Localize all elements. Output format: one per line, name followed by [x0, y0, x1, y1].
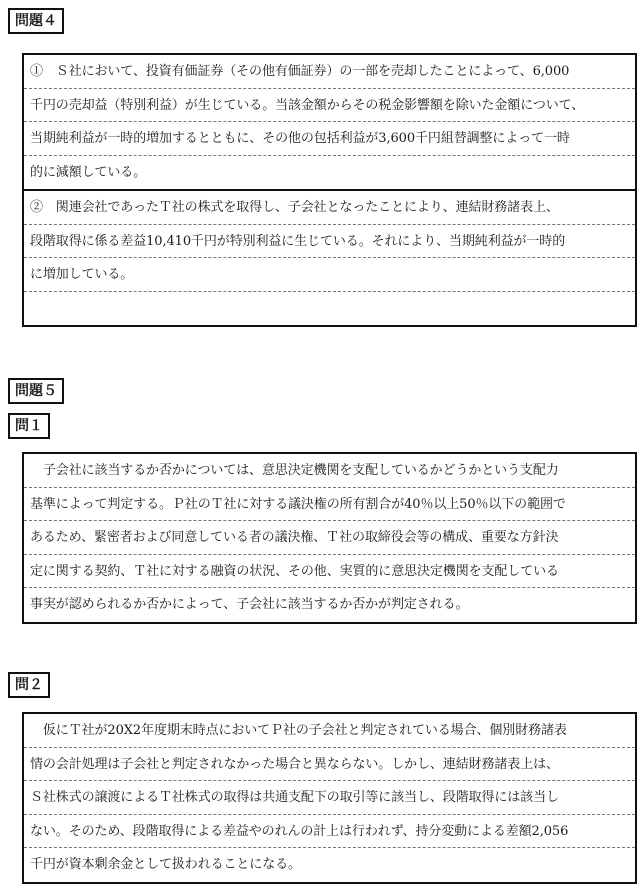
answer-line: 事実が認められるか否かによって、子会社に該当するか否かが判定される。	[30, 597, 469, 612]
answer-line: ない。そのため、段階取得による差益やのれんの計上は行われず、持分変動による差額2,056	[24, 815, 635, 849]
answer-line: あるため、緊密者および同意している者の議決権、Ｔ社の取締役会等の構成、重要な方針決	[24, 521, 635, 555]
answer-line: 千円が資本剰余金として扱われることになる。	[30, 857, 301, 872]
answer-line: 子会社に該当するか否かについては、意思決定機関を支配しているかどうかという支配力	[24, 454, 635, 488]
q2-answer-box	[22, 712, 637, 884]
problem4-title: 問題４	[8, 8, 64, 34]
problem4-item2	[24, 189, 635, 325]
answer-line	[24, 292, 635, 326]
q2-title: 問２	[8, 672, 50, 698]
answer-line: に増加している。	[24, 258, 635, 292]
problem5-title: 問題５	[8, 378, 64, 404]
q1-title: 問１	[8, 413, 50, 439]
answer-line: 千円の売却益（特別利益）が生じている。当該金額からその税金影響額を除いた金額について、	[24, 89, 635, 123]
answer-line: ② 関連会社であったＴ社の株式を取得し、子会社となったことにより、連結財務諸表上、	[24, 191, 635, 225]
q1-lines	[24, 454, 635, 622]
answer-line: 仮にＴ社が20X2年度期末時点においてＰ社の子会社と判定されている場合、個別財務諸表	[24, 714, 635, 748]
q1-answer-box	[22, 452, 637, 624]
answer-line: 定に関する契約、Ｔ社に対する融資の状況、その他、実質的に意思決定機関を支配している	[24, 555, 635, 589]
answer-line: 的に減額している。	[30, 164, 147, 180]
answer-line: ① Ｓ社において、投資有価証券（その他有価証券）の一部を売却したことによって、6,000	[24, 55, 635, 89]
answer-line: Ｓ社株式の譲渡によるＴ社株式の取得は共通支配下の取引等に該当し、段階取得には該当し	[24, 781, 635, 815]
problem4-answer-box	[22, 53, 637, 327]
q2-lines	[24, 714, 635, 882]
answer-line: 当期純利益が一時的増加するとともに、その他の包括利益が3,600千円組替調整によって一時	[24, 122, 635, 156]
answer-line: 基準によって判定する。Ｐ社のＴ社に対する議決権の所有割合が40％以上50％以下の範囲で	[24, 488, 635, 522]
answer-line: 情の会計処理は子会社と判定されなかった場合と異ならない。しかし、連結財務諸表上は、	[24, 748, 635, 782]
answer-line: 段階取得に係る差益10,410千円が特別利益に生じている。それにより、当期純利益が一時的	[24, 225, 635, 259]
problem4-item1	[24, 55, 635, 189]
